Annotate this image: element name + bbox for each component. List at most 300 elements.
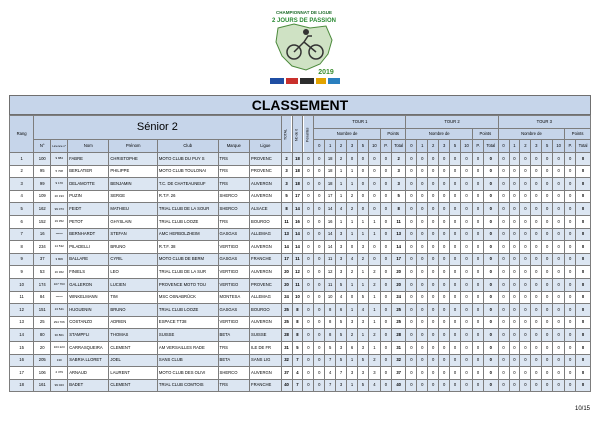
cell-club: MOTO CLUB DES OLIVI xyxy=(157,367,218,380)
t2-cell: 0 xyxy=(439,203,450,216)
t2-cell: 0 xyxy=(428,354,439,367)
col-prenom: Prénom xyxy=(109,140,158,153)
t3-cell: 0 xyxy=(498,341,509,354)
tour1-header: TOUR 1 xyxy=(314,116,406,129)
t3-cell: 0 xyxy=(553,165,565,178)
table-row xyxy=(10,278,591,291)
t3-cell: 0 xyxy=(520,203,531,216)
t2-cell: 0 xyxy=(484,316,499,329)
t3-cell: 0 xyxy=(531,153,542,166)
t3-cell: 0 xyxy=(553,178,565,191)
t1-cell: 2 xyxy=(347,203,358,216)
t2-cell: 0 xyxy=(460,241,472,254)
t3-cell: 0 xyxy=(576,329,591,342)
t3-cell: 0 xyxy=(542,266,553,279)
t2-cell: 0 xyxy=(417,190,428,203)
cell-nom: BERLATIER xyxy=(68,165,109,178)
t1-cell: 31 xyxy=(391,341,406,354)
t2-cell: 0 xyxy=(406,215,417,228)
cell-total: 37 xyxy=(281,367,292,380)
t3-sub-10: 10 xyxy=(553,140,565,153)
t3-cell: 0 xyxy=(509,341,520,354)
t1-cell: 0 xyxy=(368,203,380,216)
cell-total: 5 xyxy=(281,190,292,203)
t3-cell: 0 xyxy=(531,266,542,279)
t1-cell: 11 xyxy=(325,253,336,266)
t1-cell: 0 xyxy=(368,165,380,178)
t2-cell: 0 xyxy=(439,278,450,291)
tour3-points: Points xyxy=(565,129,591,140)
cell-penalites: 0 xyxy=(303,266,314,279)
t2-cell: 0 xyxy=(450,316,461,329)
cell-club: MOTO CLUB TOULONAI xyxy=(157,165,218,178)
t2-cell: 0 xyxy=(439,153,450,166)
t2-cell: 0 xyxy=(484,153,499,166)
cell-club: MSC OSNABRÜCK xyxy=(157,291,218,304)
cell-prenom: CHRISTOPHE xyxy=(109,153,158,166)
t3-cell: 0 xyxy=(531,367,542,380)
t1-sub-1: 1 xyxy=(325,140,336,153)
t2-cell: 0 xyxy=(484,379,499,392)
t2-cell: 0 xyxy=(439,367,450,380)
t3-sub-p: P. xyxy=(565,140,576,153)
cell-club: TRIAL CLUB DE LA SUR xyxy=(157,266,218,279)
cell-licence: 30 801 xyxy=(51,329,68,342)
t1-cell: 8 xyxy=(325,329,336,342)
t3-cell: 0 xyxy=(520,165,531,178)
t2-cell: 0 xyxy=(473,316,484,329)
t2-cell: 0 xyxy=(439,241,450,254)
event-logo xyxy=(264,8,344,90)
cell-total: 25 xyxy=(281,316,292,329)
t1-cell: 24 xyxy=(391,291,406,304)
cell-club: TRIAL CLUB COMTOIS xyxy=(157,379,218,392)
t2-cell: 0 xyxy=(450,241,461,254)
t3-cell: 0 xyxy=(520,241,531,254)
t1-cell: 0 xyxy=(368,253,380,266)
t1-cell: 1 xyxy=(347,354,358,367)
t1-cell: 0 xyxy=(347,291,358,304)
t1-sub-p: P. xyxy=(380,140,391,153)
table-row xyxy=(10,178,591,191)
t3-cell: 0 xyxy=(553,228,565,241)
col-zero: Nb de 0 xyxy=(292,116,303,153)
t1-cell: 0 xyxy=(380,241,391,254)
t1-sub-5: 5 xyxy=(357,140,368,153)
t3-cell: 0 xyxy=(520,253,531,266)
cell-nom: DELAMOTTE xyxy=(68,178,109,191)
t2-cell: 0 xyxy=(484,341,499,354)
table-row xyxy=(10,304,591,317)
cell-licence: 20 193 xyxy=(51,190,68,203)
t3-cell: 0 xyxy=(542,278,553,291)
cell-num: 106 xyxy=(34,367,51,380)
col-num: N° xyxy=(34,140,51,153)
cell-penalites: 0 xyxy=(303,203,314,216)
cell-zero: 18 xyxy=(292,165,303,178)
t1-cell: 4 xyxy=(325,367,336,380)
t2-cell: 0 xyxy=(417,253,428,266)
t3-cell: 0 xyxy=(531,304,542,317)
t2-cell: 0 xyxy=(473,190,484,203)
t1-cell: 10 xyxy=(325,291,336,304)
t2-cell: 0 xyxy=(460,341,472,354)
t2-cell: 0 xyxy=(450,379,461,392)
t1-cell: 1 xyxy=(368,215,380,228)
cell-num: 205 xyxy=(34,354,51,367)
t2-cell: 0 xyxy=(428,316,439,329)
t2-cell: 0 xyxy=(460,178,472,191)
t1-cell: 14 xyxy=(325,228,336,241)
cell-prenom: ADRIEN xyxy=(109,316,158,329)
t3-cell: 0 xyxy=(565,228,576,241)
t1-cell: 2 xyxy=(368,278,380,291)
cell-nom: FEIDT xyxy=(68,203,109,216)
t3-cell: 0 xyxy=(509,304,520,317)
t2-sub-3: 3 xyxy=(439,140,450,153)
t3-cell: 0 xyxy=(498,178,509,191)
t2-cell: 0 xyxy=(460,153,472,166)
cell-zero: 14 xyxy=(292,241,303,254)
tour3-header: TOUR 3 xyxy=(498,116,590,129)
t2-cell: 0 xyxy=(417,291,428,304)
cell-prenom: PHILIPPE xyxy=(109,165,158,178)
t1-cell: 0 xyxy=(314,367,325,380)
t2-cell: 0 xyxy=(473,354,484,367)
table-row xyxy=(10,241,591,254)
cell-zero: 8 xyxy=(292,316,303,329)
t2-cell: 0 xyxy=(428,153,439,166)
t3-cell: 0 xyxy=(576,304,591,317)
cell-num: 152 xyxy=(34,215,51,228)
t2-cell: 0 xyxy=(428,367,439,380)
tour2-header: TOUR 2 xyxy=(406,116,498,129)
t3-cell: 0 xyxy=(498,354,509,367)
t1-cell: 1 xyxy=(347,379,358,392)
t2-cell: 0 xyxy=(417,266,428,279)
t1-cell: 0 xyxy=(380,367,391,380)
t1-cell: 0 xyxy=(380,304,391,317)
t1-cell: 32 xyxy=(391,354,406,367)
t2-cell: 0 xyxy=(417,316,428,329)
t1-cell: 3 xyxy=(336,253,347,266)
t1-cell: 4 xyxy=(368,379,380,392)
t1-sub-3: 3 xyxy=(347,140,358,153)
t2-cell: 0 xyxy=(428,253,439,266)
cell-zero: 14 xyxy=(292,203,303,216)
cell-licence: 294 706 xyxy=(51,316,68,329)
cell-club: TRIAL CLUB LOOZE xyxy=(157,215,218,228)
logo-year: 2019 xyxy=(318,69,334,76)
t2-cell: 0 xyxy=(460,190,472,203)
t3-cell: 0 xyxy=(531,190,542,203)
t1-cell: 0 xyxy=(368,241,380,254)
t2-cell: 0 xyxy=(473,329,484,342)
t1-cell: 0 xyxy=(357,178,368,191)
cell-num: 84 xyxy=(34,291,51,304)
cell-penalites: 0 xyxy=(303,215,314,228)
cell-club: MOTO CLUB DU PUY S xyxy=(157,153,218,166)
cell-penalites: 0 xyxy=(303,228,314,241)
cell-num: 80 xyxy=(34,329,51,342)
t1-sub-0: 0 xyxy=(314,140,325,153)
t3-cell: 0 xyxy=(553,329,565,342)
cell-marque: TRS xyxy=(218,178,250,191)
col-nom: Nom xyxy=(68,140,109,153)
t1-cell: 0 xyxy=(314,379,325,392)
t3-cell: 0 xyxy=(576,203,591,216)
t1-cell: 1 xyxy=(357,215,368,228)
t2-cell: 0 xyxy=(484,278,499,291)
t1-cell: 1 xyxy=(336,178,347,191)
t3-cell: 0 xyxy=(531,341,542,354)
cell-licence: 9 884 xyxy=(51,153,68,166)
table-row xyxy=(10,215,591,228)
cell-licence: 3 806 xyxy=(51,253,68,266)
t3-cell: 0 xyxy=(542,304,553,317)
t2-cell: 0 xyxy=(417,241,428,254)
table-row xyxy=(10,341,591,354)
t1-cell: 37 xyxy=(391,367,406,380)
cell-zero: 7 xyxy=(292,354,303,367)
t2-cell: 0 xyxy=(473,253,484,266)
t2-cell: 0 xyxy=(450,278,461,291)
t2-cell: 0 xyxy=(428,329,439,342)
t2-cell: 0 xyxy=(484,266,499,279)
t2-cell: 0 xyxy=(473,203,484,216)
cell-marque: VERTIGO xyxy=(218,266,250,279)
t3-cell: 0 xyxy=(565,178,576,191)
t1-cell: 5 xyxy=(357,354,368,367)
cell-rang: 9 xyxy=(10,266,34,279)
t2-sub-0: 0 xyxy=(406,140,417,153)
t3-cell: 0 xyxy=(542,215,553,228)
t2-cell: 0 xyxy=(439,228,450,241)
cell-penalites: 0 xyxy=(303,379,314,392)
table-row xyxy=(10,190,591,203)
t1-cell: 1 xyxy=(336,165,347,178)
t1-cell: 1 xyxy=(368,228,380,241)
cell-zero: 16 xyxy=(292,215,303,228)
cell-penalites: 0 xyxy=(303,165,314,178)
t2-cell: 0 xyxy=(417,228,428,241)
t1-cell: 0 xyxy=(368,190,380,203)
cell-club: T.C. DE CHATEAUNEUF xyxy=(157,178,218,191)
cell-total: 8 xyxy=(281,203,292,216)
t2-cell: 0 xyxy=(406,316,417,329)
t3-cell: 0 xyxy=(531,379,542,392)
cell-nom: CARRASQUEIRA xyxy=(68,341,109,354)
t3-cell: 0 xyxy=(576,153,591,166)
t3-cell: 0 xyxy=(509,190,520,203)
t3-cell: 0 xyxy=(531,203,542,216)
t3-cell: 0 xyxy=(565,190,576,203)
t1-cell: 1 xyxy=(347,304,358,317)
cell-licence: 2 379 xyxy=(51,367,68,380)
t2-cell: 0 xyxy=(460,253,472,266)
t1-cell: 11 xyxy=(325,278,336,291)
logo-mid-text: 2 JOURS DE PASSION xyxy=(272,18,336,24)
t3-cell: 0 xyxy=(565,291,576,304)
cell-licence: 13 541 xyxy=(51,304,68,317)
t2-cell: 0 xyxy=(473,291,484,304)
t2-cell: 0 xyxy=(428,165,439,178)
cell-penalites: 0 xyxy=(303,367,314,380)
t1-cell: 0 xyxy=(380,329,391,342)
t3-cell: 0 xyxy=(553,341,565,354)
t1-cell: 13 xyxy=(391,228,406,241)
t2-cell: 0 xyxy=(484,178,499,191)
cell-total: 31 xyxy=(281,341,292,354)
cell-nom: ARNAUD xyxy=(68,367,109,380)
cell-marque: TRS xyxy=(218,341,250,354)
tour1-points: Points xyxy=(380,129,405,140)
t1-cell: 0 xyxy=(314,190,325,203)
t1-cell: 0 xyxy=(380,354,391,367)
cell-nom: PETOT xyxy=(68,215,109,228)
t1-cell: 3 xyxy=(357,316,368,329)
t3-cell: 0 xyxy=(565,266,576,279)
t2-cell: 0 xyxy=(473,304,484,317)
cell-total: 32 xyxy=(281,354,292,367)
t1-cell: 11 xyxy=(391,215,406,228)
t3-cell: 0 xyxy=(542,178,553,191)
t1-cell: 0 xyxy=(314,178,325,191)
table-row xyxy=(10,165,591,178)
t3-cell: 0 xyxy=(565,253,576,266)
logo-top-text: CHAMPIONNAT DE LIGUE xyxy=(276,10,332,15)
t2-cell: 0 xyxy=(428,228,439,241)
t1-cell: 1 xyxy=(357,228,368,241)
cell-licence: 9 170 xyxy=(51,178,68,191)
t3-cell: 0 xyxy=(542,228,553,241)
t2-cell: 0 xyxy=(460,316,472,329)
t1-cell: 7 xyxy=(325,354,336,367)
t3-cell: 0 xyxy=(576,266,591,279)
cell-ligue: AUVERGN xyxy=(250,316,282,329)
t2-cell: 0 xyxy=(473,367,484,380)
t2-cell: 0 xyxy=(406,190,417,203)
t3-cell: 0 xyxy=(576,291,591,304)
t3-cell: 0 xyxy=(520,316,531,329)
t2-cell: 0 xyxy=(428,304,439,317)
t2-cell: 0 xyxy=(450,153,461,166)
cell-marque: VERTIGO xyxy=(218,316,250,329)
t1-cell: 16 xyxy=(325,215,336,228)
cell-prenom: GHYSLAIN xyxy=(109,215,158,228)
cell-nom: STAMPFLI xyxy=(68,329,109,342)
t2-cell: 0 xyxy=(460,379,472,392)
t1-cell: 3 xyxy=(357,241,368,254)
t2-cell: 0 xyxy=(428,178,439,191)
t1-cell: 3 xyxy=(336,266,347,279)
cell-nom: FINIELS xyxy=(68,266,109,279)
cell-num: 161 xyxy=(34,379,51,392)
t1-cell: 0 xyxy=(380,379,391,392)
t3-cell: 0 xyxy=(576,215,591,228)
cell-prenom: SERGE xyxy=(109,190,158,203)
t3-cell: 0 xyxy=(553,253,565,266)
cell-ligue: PROVENC xyxy=(250,153,282,166)
cell-penalites: 0 xyxy=(303,354,314,367)
t1-cell: 1 xyxy=(347,215,358,228)
table-row xyxy=(10,367,591,380)
cell-marque: SHERCO xyxy=(218,203,250,216)
cell-total: 25 xyxy=(281,304,292,317)
t2-cell: 0 xyxy=(473,153,484,166)
cell-penalites: 0 xyxy=(303,329,314,342)
t2-cell: 0 xyxy=(473,215,484,228)
t1-cell: 12 xyxy=(325,266,336,279)
t3-cell: 0 xyxy=(553,215,565,228)
t2-cell: 0 xyxy=(417,367,428,380)
col-rang: Rang xyxy=(10,116,34,153)
cell-penalites: 0 xyxy=(303,178,314,191)
cell-marque: VERTIGO xyxy=(218,278,250,291)
t1-cell: 1 xyxy=(347,278,358,291)
t2-cell: 0 xyxy=(484,241,499,254)
t1-cell: 25 xyxy=(391,316,406,329)
t3-cell: 0 xyxy=(542,203,553,216)
cell-rang: 14 xyxy=(10,329,34,342)
t2-cell: 0 xyxy=(417,203,428,216)
cell-club: TRIAL CLUB DE LA SOUR xyxy=(157,203,218,216)
t3-cell: 0 xyxy=(498,165,509,178)
t1-cell: 3 xyxy=(368,367,380,380)
cell-total: 17 xyxy=(281,253,292,266)
t3-cell: 0 xyxy=(498,241,509,254)
t3-cell: 0 xyxy=(565,165,576,178)
t3-cell: 0 xyxy=(509,215,520,228)
t3-cell: 0 xyxy=(498,304,509,317)
t1-cell: 5 xyxy=(325,341,336,354)
cell-prenom: BENJAMIN xyxy=(109,178,158,191)
cell-prenom: THOMAS xyxy=(109,329,158,342)
t2-cell: 0 xyxy=(484,354,499,367)
col-marque: Marque xyxy=(218,140,250,153)
t2-cell: 0 xyxy=(417,153,428,166)
t3-cell: 0 xyxy=(509,153,520,166)
cell-licence: 99 073 xyxy=(51,203,68,216)
t2-sub-10: 10 xyxy=(460,140,472,153)
t1-cell: 0 xyxy=(357,190,368,203)
cell-zero: 17 xyxy=(292,190,303,203)
cell-num: 100 xyxy=(34,153,51,166)
t2-cell: 0 xyxy=(450,165,461,178)
cell-club: R.T.F. 26 xyxy=(157,190,218,203)
cell-penalites: 0 xyxy=(303,291,314,304)
t3-cell: 0 xyxy=(531,316,542,329)
cell-prenom: BRUNO xyxy=(109,304,158,317)
cell-licence: 163 223 xyxy=(51,341,68,354)
t2-cell: 0 xyxy=(450,329,461,342)
cell-nom: FABRE xyxy=(68,153,109,166)
tour2-points: Points xyxy=(473,129,498,140)
t3-cell: 0 xyxy=(498,228,509,241)
t1-cell: 0 xyxy=(314,165,325,178)
cell-zero: 7 xyxy=(292,379,303,392)
t2-cell: 0 xyxy=(406,329,417,342)
t3-cell: 0 xyxy=(531,291,542,304)
t1-cell: 0 xyxy=(314,341,325,354)
t1-cell: 0 xyxy=(357,153,368,166)
t1-cell: 0 xyxy=(314,253,325,266)
t2-cell: 0 xyxy=(473,165,484,178)
t1-cell: 0 xyxy=(314,266,325,279)
t1-cell: 3 xyxy=(336,379,347,392)
cell-zero: 4 xyxy=(292,367,303,380)
t3-cell: 0 xyxy=(553,316,565,329)
